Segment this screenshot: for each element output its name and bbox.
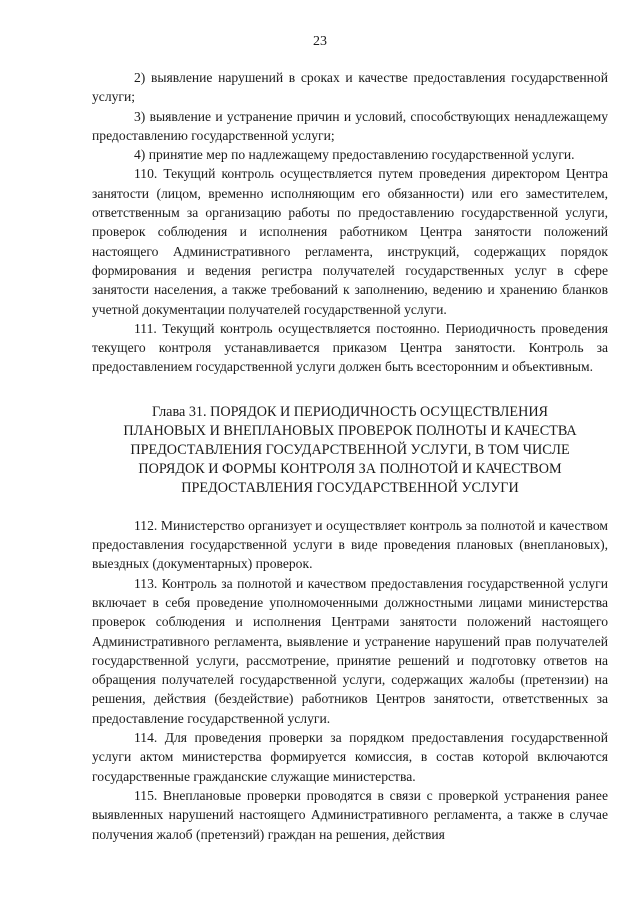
chapter-31-heading <box>92 403 608 498</box>
heading-line: ПРЕДОСТАВЛЕНИЯ ГОСУДАРСТВЕННОЙ УСЛУГИ <box>181 479 519 496</box>
document-body <box>92 68 608 844</box>
list-item-3: 3) выявление и устранение причин и условий, способствующих ненадлежащему предоставлению государственной услуги; <box>92 108 608 143</box>
paragraph-110: 110. Текущий контроль осуществляется путем проведения директором Центра занятости (лицом, временно исполняющим его обязанности) или его заместителем, ответственным за организацию работы по предоставлению государственной услуги, проверок соблюдения и исполнения работником Центра занятости положений настоящего Административного регламента, инструкций, содержащих порядок формирования и ведения регистра получателей государственных услуг в сфере занятости населения, а также требований к заполнению, ведению и хранению бланков учетной документации получателей государственной услуги. <box>92 166 608 317</box>
paragraph-112: 112. Министерство организует и осуществляет контроль за полнотой и качеством предоставления государственной услуги в виде проведения плановых (внеплановых), выездных (документарных) проверок. <box>92 517 608 572</box>
paragraph-113: 113. Контроль за полнотой и качеством предоставления государственной услуги включает в себя проведение уполномоченными должностными лицами министерства проверок соблюдения и исполнения Центрами занятости положений настоящего Административного регламента, выявление и устранение нарушений прав получателей государственной услуги, рассмотрение, принятие решений и подготовку ответов на обращения получателей государственной услуги, содержащих жалобы (претензии) на решения, действия (бездействие) работников Центров занятости, ответственных за предоставление государственной услуги. <box>92 575 608 726</box>
heading-line: ПОРЯДОК И ФОРМЫ КОНТРОЛЯ ЗА ПОЛНОТОЙ И КАЧЕСТВОМ <box>138 460 562 477</box>
heading-line: ПРЕДОСТАВЛЕНИЯ ГОСУДАРСТВЕННОЙ УСЛУГИ, В ТОМ ЧИСЛЕ <box>130 441 570 458</box>
heading-line: Глава 31. ПОРЯДОК И ПЕРИОДИЧНОСТЬ ОСУЩЕСТВЛЕНИЯ <box>151 403 549 420</box>
paragraph-115: 115. Внеплановые проверки проводятся в связи с проверкой устранения ранее выявленных нарушений настоящего Административного регламента, а также в случае получения жалоб (претензий) граждан на решения, действия <box>92 787 608 842</box>
list-item-2: 2) выявление нарушений в сроках и качестве предоставления государственной услуги; <box>92 70 608 105</box>
paragraph-111: 111. Текущий контроль осуществляется постоянно. Периодичность проведения текущего контроля устанавливается приказом Центра занятости. Контроль за предоставлением государственной услуги должен быть всесторонним и объективным. <box>92 320 608 375</box>
page-number: 23 <box>313 34 327 49</box>
paragraph-114: 114. Для проведения проверки за порядком предоставления государственной услуги актом министерства формируется комиссия, в состав которой включаются государственные гражданские служащие министерства. <box>92 730 608 784</box>
heading-line: ПЛАНОВЫХ И ВНЕПЛАНОВЫХ ПРОВЕРОК ПОЛНОТЫ И КАЧЕСТВА <box>123 422 577 439</box>
list-item-4: 4) принятие мер по надлежащему предоставлению государственной услуги. <box>134 147 575 163</box>
